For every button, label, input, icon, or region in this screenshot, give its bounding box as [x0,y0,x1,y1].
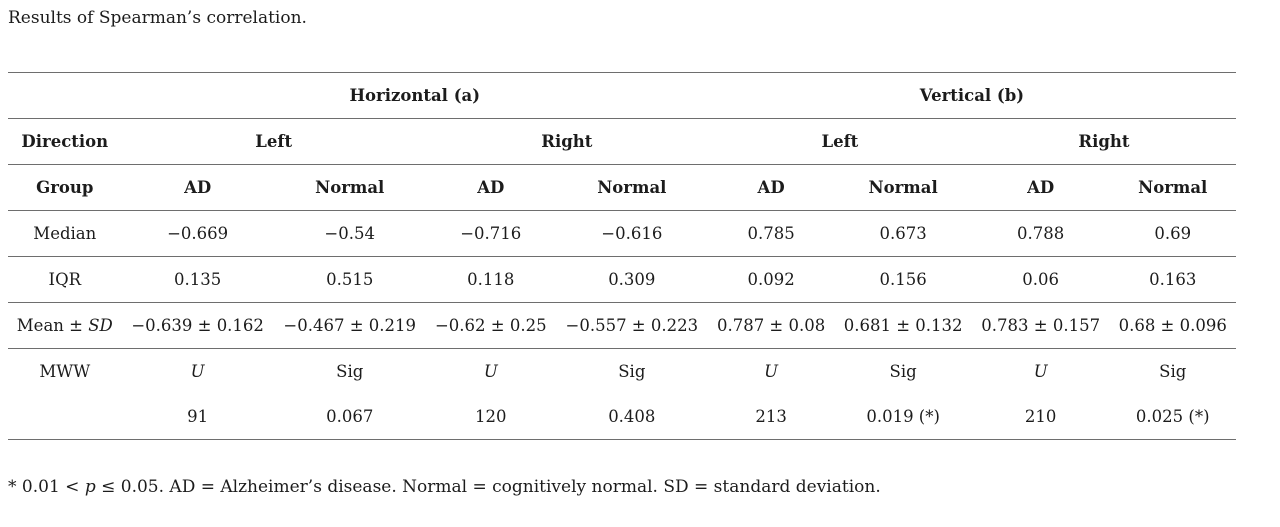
iqr-row [8,256,1236,302]
table-caption: Results of Spearman’s correlation. [8,8,307,28]
median-value: 0.788 [972,210,1110,256]
mean-sd-value: 0.787 ± 0.08 [708,302,835,348]
direction-cell-right-h: Right [426,118,708,164]
median-value: −0.616 [556,210,708,256]
mww-value: 210 [972,394,1110,440]
mww-value: 213 [708,394,835,440]
median-value: 0.673 [834,210,972,256]
median-value: −0.669 [122,210,274,256]
iqr-value: 0.156 [834,256,972,302]
mww-stat-header-u: U [1033,361,1048,381]
median-value: −0.54 [274,210,426,256]
mean-sd-value: −0.639 ± 0.162 [122,302,274,348]
mww-value: 91 [122,394,274,440]
mww-stat-header-u: U [764,361,779,381]
iqr-value: 0.135 [122,256,274,302]
median-value: −0.716 [426,210,556,256]
group-row-label: Group [8,164,122,210]
direction-row [8,118,1236,164]
mww-header-row [8,348,1236,394]
group-cell: AD [972,164,1110,210]
mww-value: 0.067 [274,394,426,440]
section-header-row [8,72,1236,118]
direction-row-label: Direction [8,118,122,164]
corner-cell [8,72,122,118]
mww-stat-header-sig: Sig [889,361,917,381]
mww-stat-header-u: U [483,361,498,381]
results-table [8,72,1236,440]
direction-cell-left-h: Left [122,118,426,164]
group-row [8,164,1236,210]
sd-abbrev: SD [88,315,113,335]
mww-value: 0.408 [556,394,708,440]
group-cell: Normal [274,164,426,210]
median-value: 0.69 [1109,210,1236,256]
iqr-value: 0.163 [1109,256,1236,302]
iqr-value: 0.092 [708,256,835,302]
section-header-vertical: Vertical (b) [708,72,1236,118]
section-header-horizontal: Horizontal (a) [122,72,708,118]
footnote-prefix: * 0.01 < [8,476,85,497]
median-row-label: Median [8,210,122,256]
group-cell: AD [708,164,835,210]
mean-sd-value: −0.557 ± 0.223 [556,302,708,348]
mean-sd-row-label [8,302,122,348]
iqr-value: 0.309 [556,256,708,302]
mean-sd-row [8,302,1236,348]
mww-value: 0.019 (*) [834,394,972,440]
p-symbol: p [84,476,96,497]
median-row [8,210,1236,256]
iqr-value: 0.06 [972,256,1110,302]
direction-cell-left-v: Left [708,118,972,164]
table-footnote [8,477,1280,497]
mean-sd-value: 0.783 ± 0.157 [972,302,1110,348]
median-value: 0.785 [708,210,835,256]
group-cell: Normal [834,164,972,210]
group-cell: Normal [556,164,708,210]
direction-cell-right-v: Right [972,118,1236,164]
group-cell: Normal [1109,164,1236,210]
group-cell: AD [122,164,274,210]
mww-value: 120 [426,394,556,440]
mww-values-row [8,394,1236,440]
mean-sd-value: −0.467 ± 0.219 [274,302,426,348]
mean-sd-value: 0.681 ± 0.132 [834,302,972,348]
mww-row-label: MWW [39,361,91,381]
mww-value: 0.025 (*) [1109,394,1236,440]
mww-values-row-label-empty [8,394,122,440]
mww-stat-header-u: U [190,361,205,381]
mean-sd-value: −0.62 ± 0.25 [426,302,556,348]
mww-stat-header-sig: Sig [1159,361,1187,381]
iqr-value: 0.118 [426,256,556,302]
iqr-value: 0.515 [274,256,426,302]
mean-label-text: Mean ± [16,315,89,335]
iqr-row-label: IQR [8,256,122,302]
mww-stat-header-sig: Sig [336,361,364,381]
group-cell: AD [426,164,556,210]
mww-stat-header-sig: Sig [618,361,646,381]
mean-sd-value: 0.68 ± 0.096 [1109,302,1236,348]
footnote-rest: ≤ 0.05. AD = Alzheimer’s disease. Normal = cognitively normal. SD = standard deviation. [95,476,881,497]
